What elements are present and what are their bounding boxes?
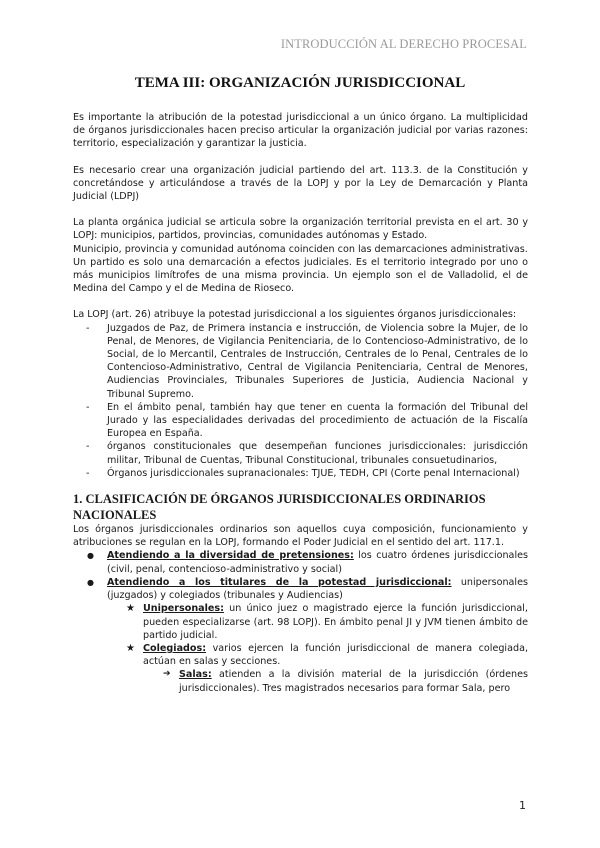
criteria-list xyxy=(73,549,528,694)
document-body xyxy=(73,111,528,695)
list-item xyxy=(107,576,528,695)
list-item xyxy=(143,642,528,695)
planta-paragraph-2: Municipio, provincia y comunidad autónoma coinciden con las demarcaciones administrativas. xyxy=(73,243,528,255)
bullet-text: varios ejercen la función jurisdiccional de manera colegiada, actúan en salas y secciones. xyxy=(143,642,528,668)
section-paragraph: Los órganos jurisdiccionales ordinarios son aquellos cuya composición, funcionamiento y atribuciones se regulan en la LOPJ, formando el Poder Judicial en el sentido del art. 117.1. xyxy=(73,524,528,549)
intro-paragraph-2: Es necesario crear una organización judicial partiendo del art. 113.3. de la Constitución y concretándose y articulándose a través de la LOPJ y por la Ley de Demarcación y Planta Judicial (LDPJ) xyxy=(73,164,528,203)
bullet-label: Salas: xyxy=(179,669,212,681)
planta-paragraph-1: La planta orgánica judicial se articula sobre la organización territorial prevista en el art. 30 y LOPJ: municipios, partidos, provincias, comunidades autónomas y Estado. xyxy=(73,217,528,242)
colegiados-list xyxy=(143,668,528,694)
list-item: - Órganos jurisdiccionales supranacionales: TJUE, TEDH, CPI (Corte penal Internacional) xyxy=(107,467,528,480)
list-item: - Juzgados de Paz, de Primera instancia e instrucción, de Violencia sobre la Mujer, de lo Penal, de Menores, de Vigilancia Penitenciaria, de lo Contencioso-Administrativo, de lo Social, de lo Mercantil, Centrales de Instrucción, Centrales de lo Penal, Centrales de lo Contencioso-Administrativo, Central de Vigilancia Penitenciaria, Central de Menores, Audiencias Provinciales, Tribunales Superiores de Justicia, Audiencia Nacional y Tribunal Supremo. xyxy=(107,322,528,401)
bullet-text: los cuatro órdenes jurisdiccionales (civil, penal, contencioso-administrativo y social) xyxy=(107,550,529,575)
lopj-intro: La LOPJ (art. 26) atribuye la potestad jurisdiccional a los siguientes órganos jurisdiccionales: xyxy=(73,309,517,321)
page-title: TEMA III: ORGANIZACIÓN JURISDICCIONAL xyxy=(134,75,466,91)
running-header: INTRODUCCIÓN AL DERECHO PROCESAL xyxy=(280,37,527,51)
bullet-label: Colegiados: xyxy=(143,642,207,654)
page-number: 1 xyxy=(519,799,526,812)
bullet-label: Atendiendo a la diversidad de pretensiones: xyxy=(107,550,354,562)
list-item xyxy=(107,549,528,575)
list-item xyxy=(143,602,528,642)
list-item: - En el ámbito penal, también hay que tener en cuenta la formación del Tribunal del Jurado y las especialidades derivadas del procedimiento de actuación de la Fiscalía Europea en España. xyxy=(107,401,528,441)
list-item xyxy=(179,668,528,694)
planta-paragraph-3: Un partido es solo una demarcación a efectos judiciales. Es el territorio integrado por uno o más municipios limítrofes de una misma provincia. Un ejemplo son el de Valladolid, el de Medina del Campo y el de Medina de Rioseco. xyxy=(73,256,528,295)
intro-paragraph-1: Es importante la atribución de la potestad jurisdiccional a un único órgano. La multiplicidad de órganos jurisdiccionales hacen preciso articular la organización judicial por varias razones: territorio, especialización y garantizar la justicia. xyxy=(73,112,528,150)
titulares-list xyxy=(107,602,528,694)
section-heading: 1. CLASIFICACIÓN DE ÓRGANOS JURISDICCIONALES ORDINARIOS NACIONALES xyxy=(73,492,486,523)
list-item: - órganos constitucionales que desempeñan funciones jurisdiccionales: jurisdicción militar, Tribunal de Cuentas, Tribunal Constitucional, tribunales consuetudinarios, xyxy=(107,440,528,466)
bullet-text: unipersonales (juzgados) y colegiados (tribunales y Audiencias) xyxy=(107,576,528,602)
bullet-label: Atendiendo a los titulares de la potestad jurisdiccional: xyxy=(107,576,452,588)
bullet-text: atienden a la división material de la jurisdicción (órdenes jurisdiccionales). Tres magistrados necesarios para formar Sala, pero xyxy=(179,669,528,694)
bullet-label: Unipersonales: xyxy=(143,603,224,615)
bullet-text: un único juez o magistrado ejerce la función jurisdiccional, pueden especializarse (art. 98 LOPJ). En ámbito penal JI y JVM tienen ámbito de partido judicial. xyxy=(143,603,528,641)
lopj-list xyxy=(73,322,528,480)
